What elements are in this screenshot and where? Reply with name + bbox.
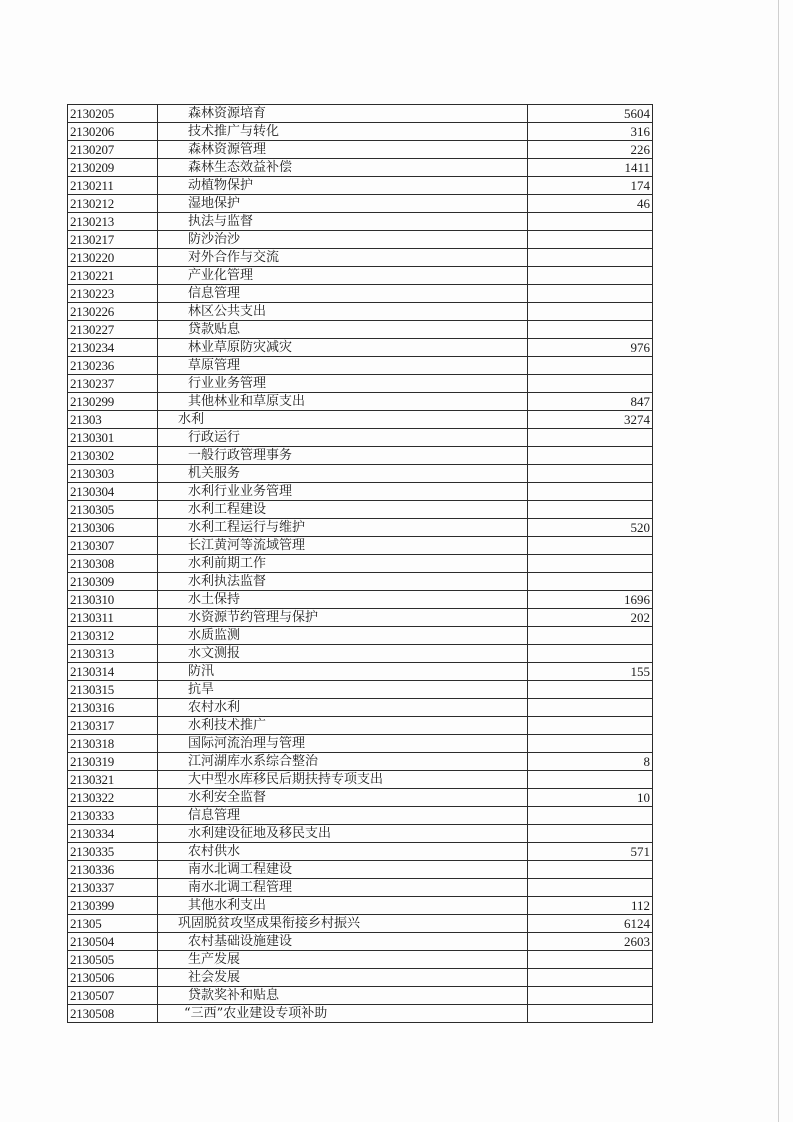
amount-cell: [528, 627, 653, 645]
subject-code-cell: 2130207: [68, 141, 158, 159]
table-row: [68, 987, 653, 1005]
subject-name-cell: 行业业务管理: [158, 375, 528, 393]
subject-code-cell: 21303: [68, 411, 158, 429]
table-row: [68, 609, 653, 627]
subject-code-cell: 2130312: [68, 627, 158, 645]
amount-cell: [528, 231, 653, 249]
amount-cell: 112: [528, 897, 653, 915]
subject-name-cell: 其他水利支出: [158, 897, 528, 915]
subject-code-cell: 2130319: [68, 753, 158, 771]
subject-code-cell: 2130221: [68, 267, 158, 285]
subject-code-cell: 2130505: [68, 951, 158, 969]
table-row: [68, 195, 653, 213]
table-row: [68, 357, 653, 375]
subject-code-cell: 2130220: [68, 249, 158, 267]
subject-name-cell: 水利行业业务管理: [158, 483, 528, 501]
subject-code-cell: 2130206: [68, 123, 158, 141]
subject-name-cell: 行政运行: [158, 429, 528, 447]
subject-code-cell: 2130399: [68, 897, 158, 915]
table-row: [68, 105, 653, 123]
amount-cell: 174: [528, 177, 653, 195]
amount-cell: [528, 555, 653, 573]
subject-code-cell: 2130211: [68, 177, 158, 195]
subject-code-cell: 2130336: [68, 861, 158, 879]
amount-cell: [528, 303, 653, 321]
subject-name-cell: 巩固脱贫攻坚成果衔接乡村振兴: [158, 915, 528, 933]
subject-code-cell: 2130223: [68, 285, 158, 303]
table-row: [68, 627, 653, 645]
amount-cell: [528, 285, 653, 303]
amount-cell: [528, 951, 653, 969]
subject-code-cell: 2130313: [68, 645, 158, 663]
amount-cell: [528, 429, 653, 447]
subject-name-cell: 水质监测: [158, 627, 528, 645]
subject-code-cell: 2130308: [68, 555, 158, 573]
subject-code-cell: 2130306: [68, 519, 158, 537]
table-row: [68, 249, 653, 267]
table-row: [68, 789, 653, 807]
subject-code-cell: 2130322: [68, 789, 158, 807]
subject-name-cell: 对外合作与交流: [158, 249, 528, 267]
amount-cell: [528, 771, 653, 789]
table-row: [68, 753, 653, 771]
table-row: [68, 501, 653, 519]
amount-cell: [528, 717, 653, 735]
amount-cell: 3274: [528, 411, 653, 429]
subject-name-cell: 技术推广与转化: [158, 123, 528, 141]
subject-code-cell: 2130314: [68, 663, 158, 681]
table-row: [68, 393, 653, 411]
table-row: [68, 771, 653, 789]
subject-name-cell: 长江黄河等流域管理: [158, 537, 528, 555]
subject-name-cell: 林区公共支出: [158, 303, 528, 321]
subject-name-cell: 信息管理: [158, 807, 528, 825]
subject-name-cell: 产业化管理: [158, 267, 528, 285]
amount-cell: [528, 861, 653, 879]
subject-code-cell: 2130227: [68, 321, 158, 339]
subject-code-cell: 2130234: [68, 339, 158, 357]
amount-cell: 520: [528, 519, 653, 537]
table-row: [68, 843, 653, 861]
table-row: [68, 321, 653, 339]
amount-cell: [528, 465, 653, 483]
table-row: [68, 969, 653, 987]
table-row: [68, 699, 653, 717]
subject-code-cell: 2130236: [68, 357, 158, 375]
subject-code-cell: 2130301: [68, 429, 158, 447]
subject-name-cell: 森林资源管理: [158, 141, 528, 159]
subject-code-cell: 2130212: [68, 195, 158, 213]
subject-name-cell: 林业草原防灾减灾: [158, 339, 528, 357]
subject-code-cell: 2130334: [68, 825, 158, 843]
subject-code-cell: 2130508: [68, 1005, 158, 1023]
table-row: [68, 447, 653, 465]
table-row: [68, 663, 653, 681]
subject-name-cell: 机关服务: [158, 465, 528, 483]
amount-cell: 202: [528, 609, 653, 627]
subject-name-cell: 水利: [158, 411, 528, 429]
subject-code-cell: 2130209: [68, 159, 158, 177]
subject-code-cell: 2130217: [68, 231, 158, 249]
amount-cell: [528, 537, 653, 555]
table-row: [68, 681, 653, 699]
subject-name-cell: 其他林业和草原支出: [158, 393, 528, 411]
table-row: [68, 1005, 653, 1023]
table-row: [68, 591, 653, 609]
subject-name-cell: 森林生态效益补偿: [158, 159, 528, 177]
amount-cell: 2603: [528, 933, 653, 951]
amount-cell: [528, 681, 653, 699]
table-row: [68, 573, 653, 591]
subject-name-cell: 一般行政管理事务: [158, 447, 528, 465]
subject-name-cell: 动植物保护: [158, 177, 528, 195]
table-row: [68, 735, 653, 753]
amount-cell: 155: [528, 663, 653, 681]
amount-cell: 847: [528, 393, 653, 411]
subject-name-cell: 农村基础设施建设: [158, 933, 528, 951]
amount-cell: [528, 357, 653, 375]
subject-code-cell: 2130303: [68, 465, 158, 483]
table-row: [68, 483, 653, 501]
table-row: [68, 519, 653, 537]
table-row: [68, 717, 653, 735]
subject-code-cell: 2130307: [68, 537, 158, 555]
subject-name-cell: 防沙治沙: [158, 231, 528, 249]
amount-cell: 1696: [528, 591, 653, 609]
subject-code-cell: 2130337: [68, 879, 158, 897]
subject-name-cell: 信息管理: [158, 285, 528, 303]
subject-name-cell: 防汛: [158, 663, 528, 681]
subject-name-cell: 草原管理: [158, 357, 528, 375]
subject-name-cell: 生产发展: [158, 951, 528, 969]
table-row: [68, 123, 653, 141]
subject-code-cell: 2130321: [68, 771, 158, 789]
amount-cell: 226: [528, 141, 653, 159]
table-row: [68, 177, 653, 195]
subject-name-cell: 水利前期工作: [158, 555, 528, 573]
table-row: [68, 213, 653, 231]
amount-cell: [528, 969, 653, 987]
table-row: [68, 645, 653, 663]
subject-name-cell: 社会发展: [158, 969, 528, 987]
amount-cell: 571: [528, 843, 653, 861]
page-edge-line: [778, 0, 779, 1122]
table-row: [68, 555, 653, 573]
amount-cell: [528, 447, 653, 465]
amount-cell: [528, 645, 653, 663]
table-row: [68, 861, 653, 879]
subject-code-cell: 2130506: [68, 969, 158, 987]
table-row: [68, 339, 653, 357]
amount-cell: [528, 213, 653, 231]
amount-cell: [528, 879, 653, 897]
amount-cell: 6124: [528, 915, 653, 933]
subject-code-cell: 2130504: [68, 933, 158, 951]
amount-cell: [528, 267, 653, 285]
table-row: [68, 429, 653, 447]
amount-cell: [528, 1005, 653, 1023]
subject-name-cell: 水利工程运行与维护: [158, 519, 528, 537]
table-row: [68, 915, 653, 933]
subject-code-cell: 2130316: [68, 699, 158, 717]
subject-name-cell: 南水北调工程管理: [158, 879, 528, 897]
table-row: [68, 537, 653, 555]
table-row: [68, 879, 653, 897]
table-row: [68, 267, 653, 285]
subject-code-cell: 2130333: [68, 807, 158, 825]
amount-cell: [528, 321, 653, 339]
amount-cell: [528, 735, 653, 753]
subject-name-cell: 贷款贴息: [158, 321, 528, 339]
subject-name-cell: 大中型水库移民后期扶持专项支出: [158, 771, 528, 789]
subject-name-cell: 水利建设征地及移民支出: [158, 825, 528, 843]
subject-name-cell: 水土保持: [158, 591, 528, 609]
subject-code-cell: 2130305: [68, 501, 158, 519]
amount-cell: 976: [528, 339, 653, 357]
amount-cell: [528, 375, 653, 393]
table-row: [68, 141, 653, 159]
amount-cell: 46: [528, 195, 653, 213]
amount-cell: [528, 825, 653, 843]
subject-code-cell: 2130304: [68, 483, 158, 501]
subject-code-cell: 2130507: [68, 987, 158, 1005]
subject-code-cell: 2130310: [68, 591, 158, 609]
amount-cell: [528, 483, 653, 501]
subject-name-cell: 水文测报: [158, 645, 528, 663]
amount-cell: [528, 807, 653, 825]
subject-name-cell: “三西”农业建设专项补助: [158, 1005, 528, 1023]
table-row: [68, 897, 653, 915]
amount-cell: [528, 573, 653, 591]
amount-cell: [528, 987, 653, 1005]
subject-code-cell: 2130317: [68, 717, 158, 735]
budget-table-body: [68, 105, 653, 1023]
budget-table: [67, 104, 653, 1023]
subject-name-cell: 南水北调工程建设: [158, 861, 528, 879]
table-row: [68, 807, 653, 825]
subject-code-cell: 2130311: [68, 609, 158, 627]
table-row: [68, 825, 653, 843]
subject-name-cell: 国际河流治理与管理: [158, 735, 528, 753]
subject-code-cell: 2130237: [68, 375, 158, 393]
table-row: [68, 465, 653, 483]
amount-cell: 8: [528, 753, 653, 771]
subject-name-cell: 湿地保护: [158, 195, 528, 213]
subject-name-cell: 水利工程建设: [158, 501, 528, 519]
amount-cell: 1411: [528, 159, 653, 177]
table-row: [68, 375, 653, 393]
subject-code-cell: 2130318: [68, 735, 158, 753]
subject-code-cell: 2130226: [68, 303, 158, 321]
subject-code-cell: 2130302: [68, 447, 158, 465]
amount-cell: 5604: [528, 105, 653, 123]
amount-cell: [528, 501, 653, 519]
table-row: [68, 951, 653, 969]
amount-cell: [528, 699, 653, 717]
subject-name-cell: 农村水利: [158, 699, 528, 717]
table-row: [68, 285, 653, 303]
amount-cell: 316: [528, 123, 653, 141]
table-row: [68, 231, 653, 249]
subject-name-cell: 执法与监督: [158, 213, 528, 231]
subject-name-cell: 江河湖库水系综合整治: [158, 753, 528, 771]
subject-name-cell: 农村供水: [158, 843, 528, 861]
amount-cell: 10: [528, 789, 653, 807]
subject-code-cell: 2130299: [68, 393, 158, 411]
subject-name-cell: 水利技术推广: [158, 717, 528, 735]
subject-code-cell: 2130309: [68, 573, 158, 591]
table-row: [68, 933, 653, 951]
subject-name-cell: 水利安全监督: [158, 789, 528, 807]
table-row: [68, 411, 653, 429]
subject-code-cell: 2130213: [68, 213, 158, 231]
subject-name-cell: 贷款奖补和贴息: [158, 987, 528, 1005]
subject-name-cell: 水资源节约管理与保护: [158, 609, 528, 627]
table-row: [68, 159, 653, 177]
subject-code-cell: 2130335: [68, 843, 158, 861]
subject-code-cell: 2130205: [68, 105, 158, 123]
amount-cell: [528, 249, 653, 267]
subject-name-cell: 抗旱: [158, 681, 528, 699]
subject-code-cell: 2130315: [68, 681, 158, 699]
subject-code-cell: 21305: [68, 915, 158, 933]
subject-name-cell: 水利执法监督: [158, 573, 528, 591]
table-row: [68, 303, 653, 321]
subject-name-cell: 森林资源培育: [158, 105, 528, 123]
